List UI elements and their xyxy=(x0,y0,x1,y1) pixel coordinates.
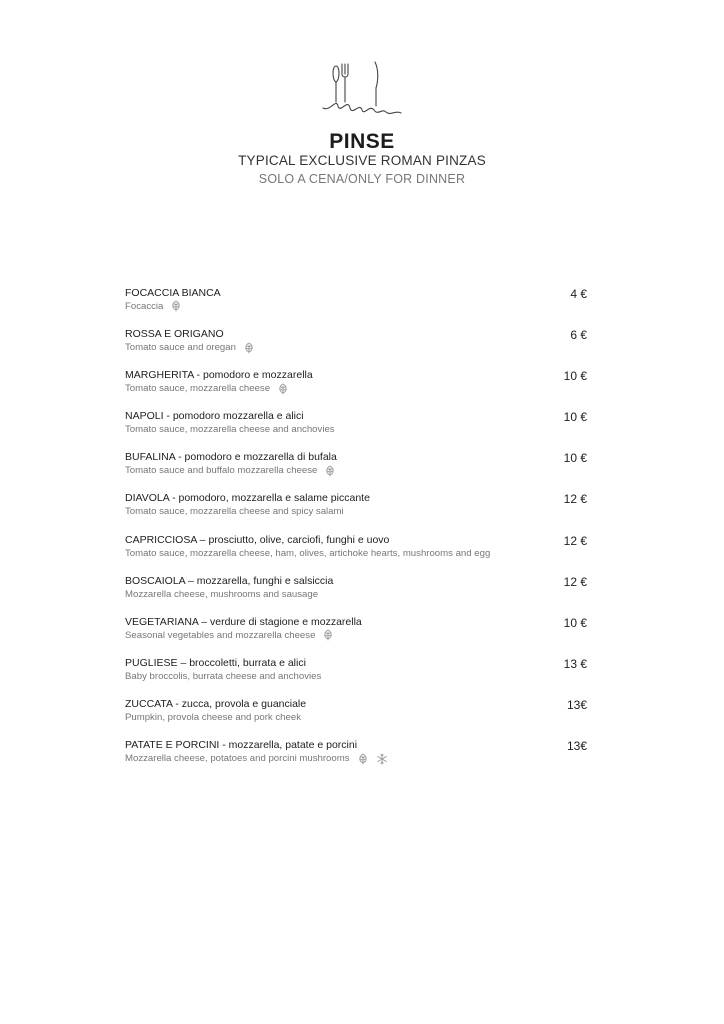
menu-item-name: NAPOLI - pomodoro mozzarella e alici xyxy=(125,410,304,423)
menu-item xyxy=(125,327,587,368)
menu-item-name: BOSCAIOLA – mozzarella, funghi e salsiccia xyxy=(125,574,334,587)
menu-item-price: 12 € xyxy=(563,492,587,507)
menu-item-description: Mozzarella cheese, mushrooms and sausage xyxy=(125,588,319,600)
menu-item xyxy=(125,450,587,491)
menu-item xyxy=(125,574,587,615)
menu-item-description: Mozzarella cheese, potatoes and porcini mushrooms xyxy=(125,752,587,765)
menu-item-description: Seasonal vegetables and mozzarella cheese xyxy=(125,629,587,642)
menu-item xyxy=(125,738,587,779)
menu-item-price: 10 € xyxy=(563,410,587,425)
menu-item-price: 4 € xyxy=(570,287,587,301)
menu-item-name: BUFALINA - pomodoro e mozzarella di bufala xyxy=(125,451,337,464)
menu-item-description: Tomato sauce, mozzarella cheese xyxy=(125,382,587,395)
menu-item-description: Tomato sauce, mozzarella cheese and anchovies xyxy=(125,424,335,436)
menu-item xyxy=(125,409,587,450)
menu-item-name: DIAVOLA - pomodoro, mozzarella e salame piccante xyxy=(125,492,370,505)
menu-item-name: ZUCCATA - zucca, provola e guanciale xyxy=(125,697,307,710)
leaf-icon xyxy=(322,629,334,641)
cutlery-signature-icon xyxy=(320,58,404,120)
menu-item xyxy=(125,656,587,697)
menu-item-price: 13€ xyxy=(566,697,587,712)
menu-item-name: MARGHERITA - pomodoro e mozzarella xyxy=(125,369,313,382)
menu-item-price: 12 € xyxy=(563,574,587,589)
menu-item xyxy=(125,286,587,327)
menu-item-description: Tomato sauce and oregan xyxy=(125,341,587,354)
page-title: PINSE xyxy=(329,130,395,153)
menu-item-price: 10 € xyxy=(563,369,587,384)
leaf-icon xyxy=(277,383,289,395)
menu-item-price: 13€ xyxy=(566,739,587,754)
pinse-menu-list xyxy=(125,286,587,779)
leaf-icon xyxy=(170,300,182,312)
menu-item-description: Tomato sauce, mozzarella cheese and spicy salami xyxy=(125,506,344,518)
menu-item-description: Baby broccolis, burrata cheese and anchovies xyxy=(125,670,322,682)
menu-item-name: ROSSA E ORIGANO xyxy=(125,328,224,341)
menu-item-name: PATATE E PORCINI - mozzarella, patate e porcini xyxy=(125,739,358,752)
leaf-icon xyxy=(324,465,336,477)
menu-item xyxy=(125,615,587,656)
menu-item-price: 10 € xyxy=(563,451,587,466)
menu-item-name: CAPRICCIOSA – prosciutto, olive, carciofi, funghi e uovo xyxy=(125,533,390,546)
menu-item-price: 6 € xyxy=(570,328,587,343)
leaf-icon xyxy=(243,342,255,354)
menu-item-name: VEGETARIANA – verdure di stagione e mozzarella xyxy=(125,615,362,628)
menu-item xyxy=(125,533,587,574)
page-subtitle: TYPICAL EXCLUSIVE ROMAN PINZAS xyxy=(238,153,486,168)
menu-item xyxy=(125,368,587,409)
menu-item-name: PUGLIESE – broccoletti, burrata e alici xyxy=(125,656,306,669)
menu-item xyxy=(125,491,587,532)
leaf-icon xyxy=(357,753,369,765)
menu-item xyxy=(125,697,587,738)
menu-item-description: Tomato sauce and buffalo mozzarella cheese xyxy=(125,464,587,477)
snowflake-icon xyxy=(376,753,388,765)
menu-item-name: FOCACCIA BIANCA xyxy=(125,287,221,299)
menu-item-description: Pumpkin, provola cheese and pork cheek xyxy=(125,711,301,723)
menu-item-description: Tomato sauce, mozzarella cheese, ham, olives, artichoke hearts, mushrooms and egg xyxy=(125,547,491,559)
menu-item-price: 10 € xyxy=(563,615,587,630)
dinner-only-note: SOLO A CENA/ONLY FOR DINNER xyxy=(258,172,466,186)
menu-item-price: 13 € xyxy=(563,656,587,671)
menu-item-description: Focaccia xyxy=(125,300,587,313)
menu-item-price: 12 € xyxy=(563,533,587,548)
